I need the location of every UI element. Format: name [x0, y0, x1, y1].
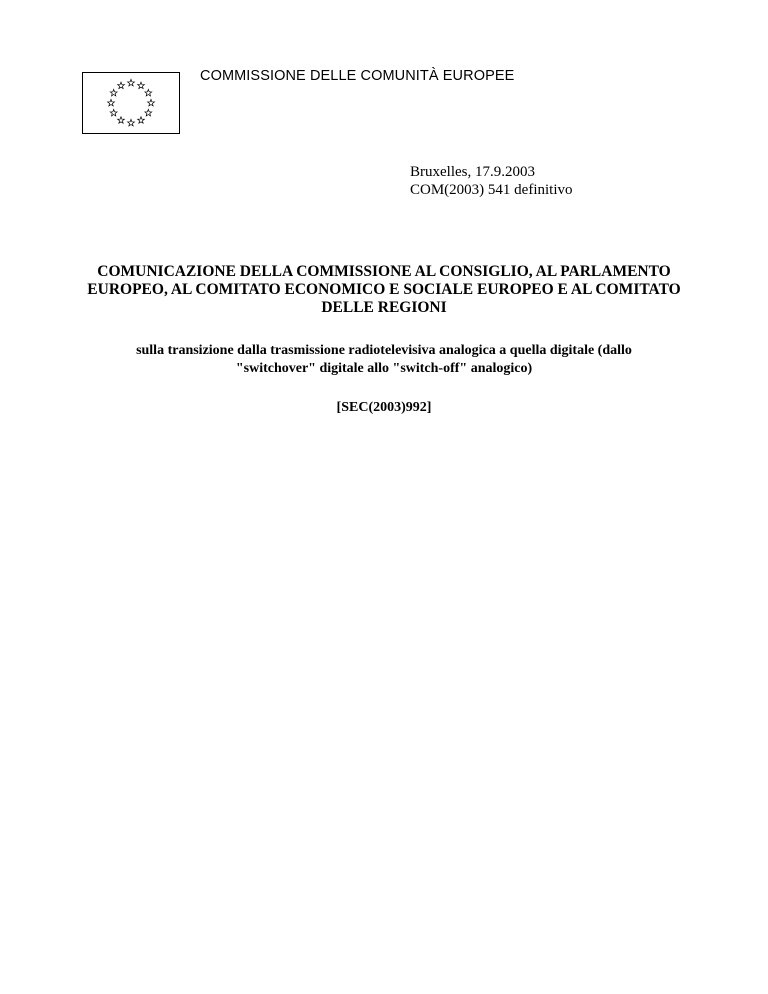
subtitle-line: "switchover" digitale allo "switch-off" analogico)	[235, 361, 533, 376]
star-icon	[128, 119, 135, 126]
title-line: COMUNICAZIONE DELLA COMMISSIONE AL CONSIGLIO, AL PARLAMENTO	[97, 263, 671, 280]
star-icon	[118, 82, 125, 89]
star-icon	[148, 99, 155, 106]
title-line: EUROPEO, AL COMITATO ECONOMICO E SOCIALE EUROPEO E AL COMITATO	[87, 281, 681, 298]
title-line: DELLE REGIONI	[321, 299, 447, 316]
star-icon	[110, 109, 117, 116]
document-subtitle	[70, 342, 698, 378]
eu-flag-icon	[82, 72, 180, 134]
star-icon	[138, 117, 145, 124]
subtitle-line: sulla transizione dalla trasmissione radiotelevisiva analogica a quella digitale (dallo	[136, 343, 632, 358]
star-circle	[83, 73, 179, 133]
document-reference	[410, 163, 573, 199]
star-icon	[145, 89, 152, 96]
sec-reference: [SEC(2003)992]	[336, 400, 432, 415]
institution-name: COMMISSIONE DELLE COMUNITÀ EUROPEE	[200, 68, 515, 84]
star-icon	[138, 82, 145, 89]
document-title	[40, 263, 728, 317]
star-icon	[110, 89, 117, 96]
star-icon	[108, 99, 115, 106]
star-icon	[145, 109, 152, 116]
star-icon	[128, 79, 135, 86]
place-date: Bruxelles, 17.9.2003	[410, 164, 535, 180]
star-icon	[118, 117, 125, 124]
document-number: COM(2003) 541 definitivo	[410, 182, 573, 198]
